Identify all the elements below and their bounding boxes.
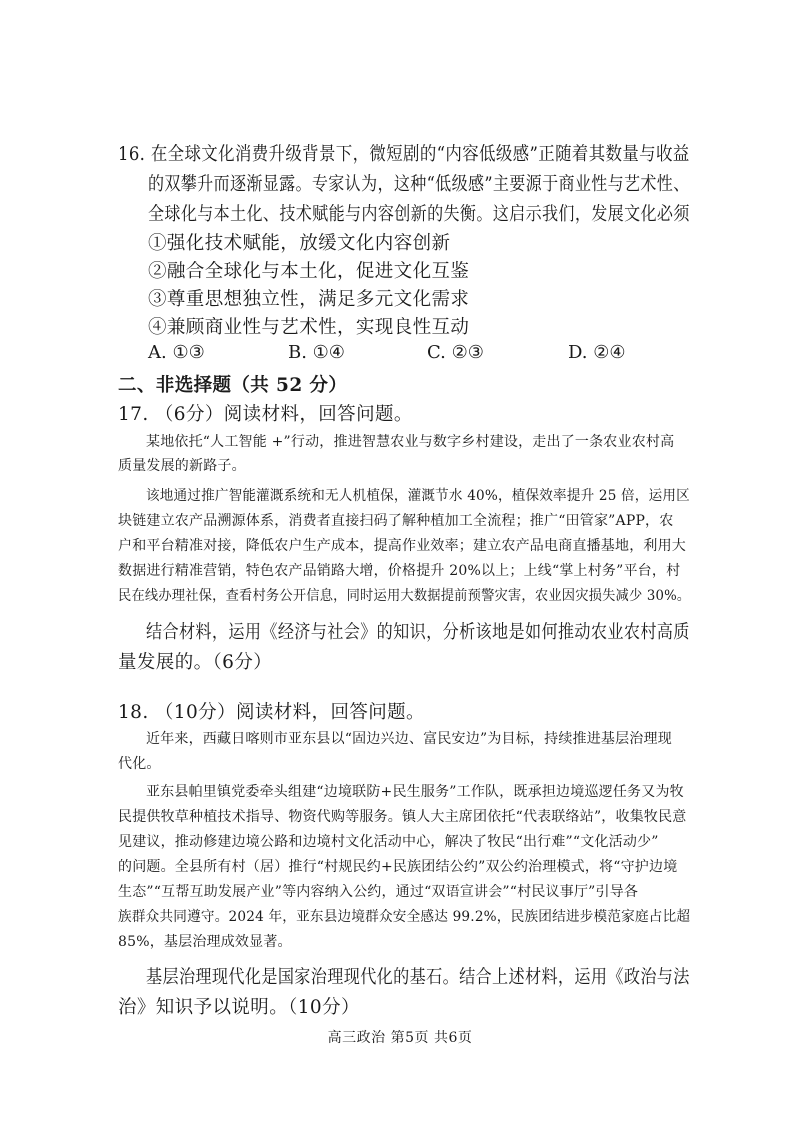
q16-stem-line-3: 全球化与本土化、技术赋能与内容创新的失衡。这启示我们，发展文化必须 [148,204,690,225]
q17-material-line-2: 质量发展的新路子。 [118,458,246,474]
q17-material-line-5: 户和平台精准对接，降低农户生产成本，提高作业效率；建立农产品电商直播基地，利用大 [118,538,686,554]
q18-material-line-3: 亚东县帕里镇党委牵头组建“边境联防+民生服务”工作队，既承担边境巡逻任务又为牧 [146,784,684,800]
q16-option-b: B. ①④ [288,342,345,363]
section-2-title: 二、非选择题（共 52 分） [118,375,348,396]
q16-stem-line-1: 16. 在全球文化消费升级背景下，微短剧的“内容低级感”正随着其数量与收益 [118,144,690,165]
q18-material-line-1: 近年来，西藏日喀则市亚东县以“固边兴边、富民安边”为目标，持续推进基层治理现 [146,731,672,747]
q17-material-line-1: 某地依托“人工智能 +”行动，推进智慧农业与数字乡村建设，走出了一条农业农村高 [146,434,675,450]
q18-material-line-4: 民提供牧草种植技术指导、物资代购等服务。镇人大主席团依托“代表联络站”，收集牧民意 [118,809,687,825]
q17-material-line-6: 数据进行精准营销，特色农产品销路大增，价格提升 20%以上；上线“掌上村务”平台，村 [118,563,681,579]
q18-material-line-5: 见建议，推动修建边境公路和边境村文化活动中心，解决了牧民“出行难”“文化活动少” [118,834,659,850]
q17-question-line-2: 量发展的。（6分） [118,652,273,673]
q18-material-line-6: 的问题。全县所有村（居）推行“村规民约+民族团结公约”双公约治理模式，将“守护边境 [118,859,678,875]
q17-material-line-4: 块链建立农产品溯源体系，消费者直接扫码了解种植加工全流程；推广“田管家”APP，农 [118,513,674,529]
q16-option-c: C. ②③ [427,342,484,363]
q17-question-line-1: 结合材料，运用《经济与社会》的知识，分析该地是如何推动农业农村高质 [146,622,690,643]
page-footer: 高三政治 第5页 共6页 [327,1030,473,1046]
q18-material-line-2: 代化。 [118,756,161,772]
q17-heading: 17. （6分）阅读材料，回答问题。 [118,404,413,425]
q16-stem-line-2: 的双攀升而逐渐显露。专家认为，这种“低级感”主要源于商业性与艺术性、 [148,174,690,195]
q18-question-line-2: 治》知识予以说明。（10分） [118,997,360,1018]
q16-option-a: A. ①③ [148,342,205,363]
q18-material-line-7: 生态”“互帮互助发展产业”等内容纳入公约，通过“双语宣讲会”“村民议事厅”引导各 [118,884,639,900]
q18-heading: 18. （10分）阅读材料，回答问题。 [118,702,425,723]
q16-item-2: ②融合全球化与本土化，促进文化互鉴 [148,261,470,282]
q18-material-line-8: 族群众共同遵守。2024 年，亚东县边境群众安全感达 99.2%，民族团结进步模范家庭占比超 [118,909,691,925]
q16-option-d: D. ②④ [568,342,626,363]
q18-question-line-1: 基层治理现代化是国家治理现代化的基石。结合上述材料，运用《政治与法 [146,967,690,988]
q17-material-line-3: 该地通过推广智能灌溉系统和无人机植保，灌溉节水 40%，植保效率提升 25 倍，运用区 [146,488,690,504]
q16-item-1: ①强化技术赋能，放缓文化内容创新 [148,233,451,254]
q18-material-line-9: 85%，基层治理成效显著。 [118,934,292,950]
q16-item-4: ④兼顾商业性与艺术性，实现良性互动 [148,317,470,338]
q17-material-line-7: 民在线办理社保，查看村务公开信息，同时运用大数据提前预警灾害，农业因灾损失减少 30%。 [118,588,691,604]
q16-item-3: ③尊重思想独立性，满足多元文化需求 [148,289,470,310]
